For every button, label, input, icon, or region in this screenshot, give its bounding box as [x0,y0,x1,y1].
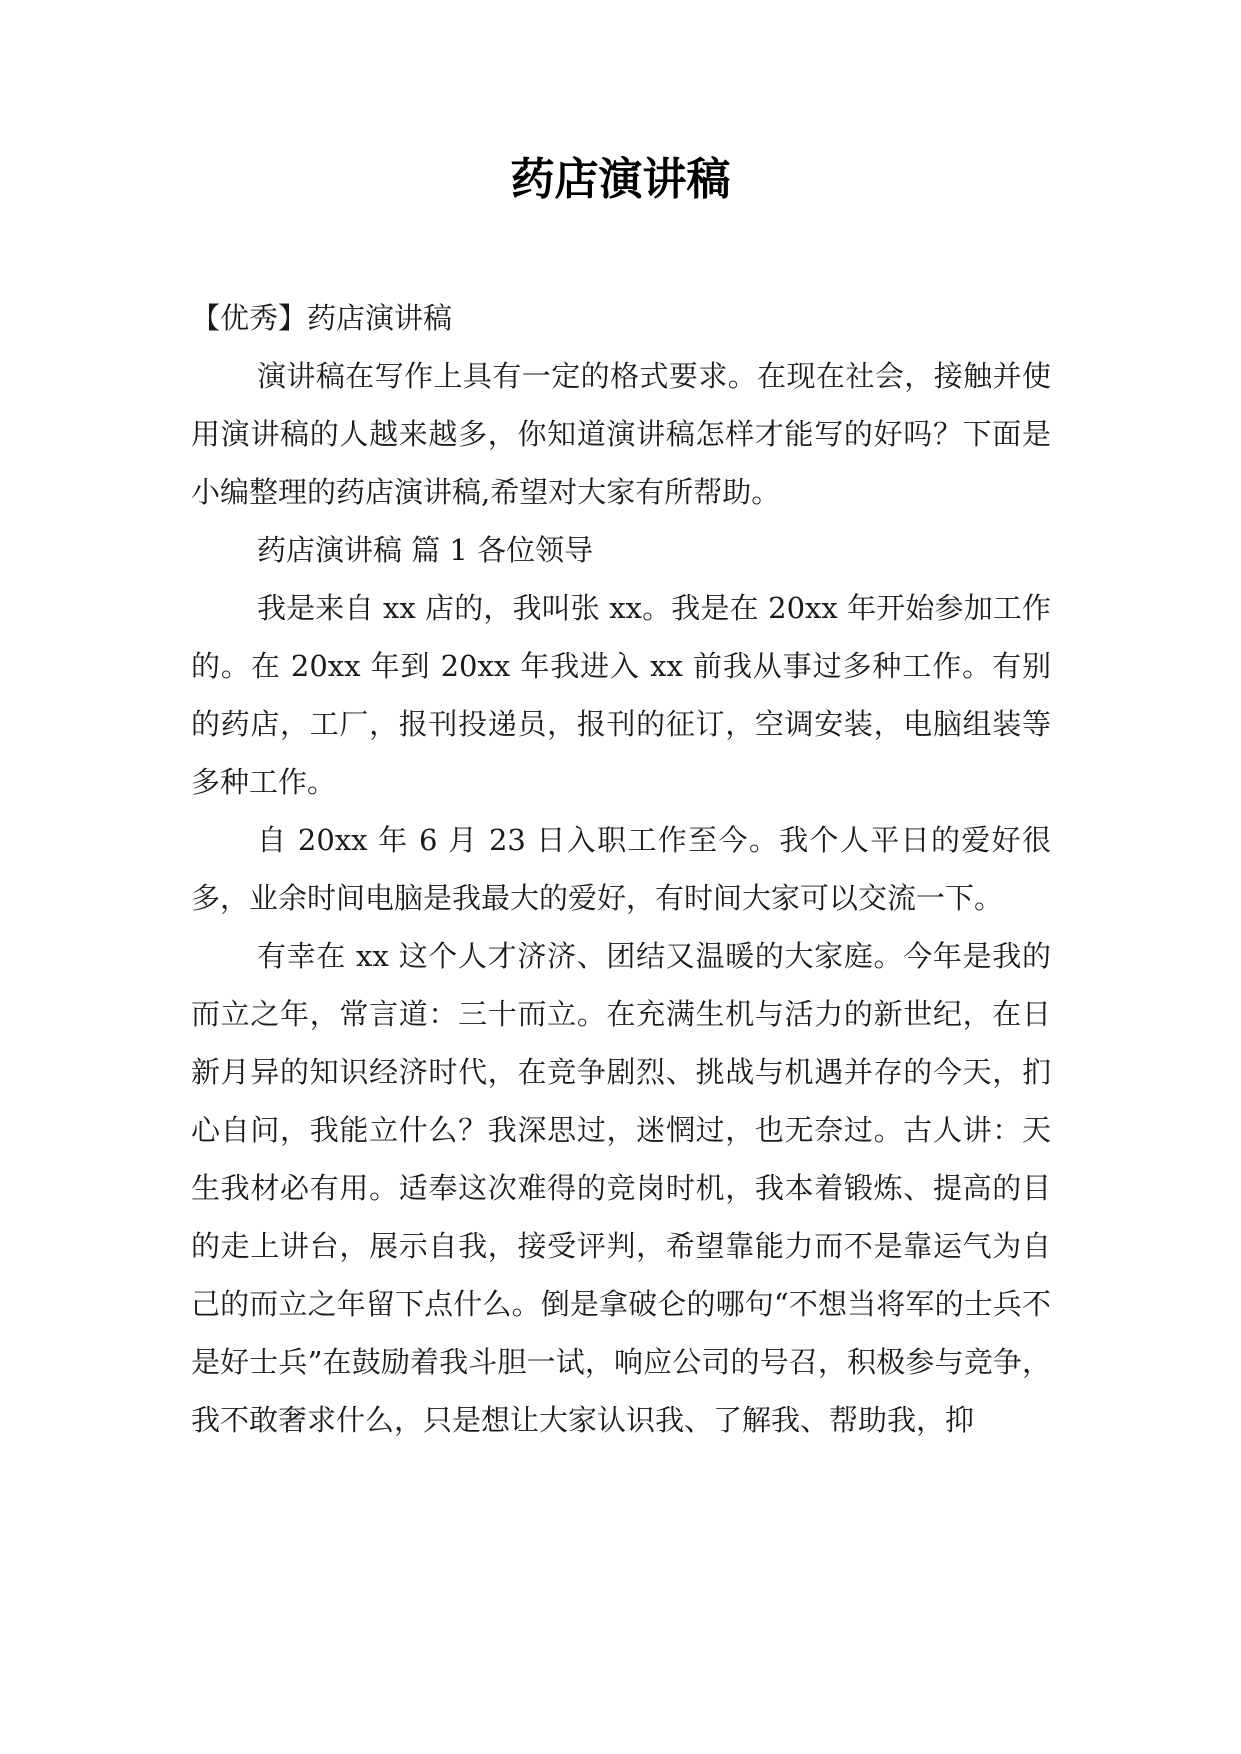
paragraph-intro: 演讲稿在写作上具有一定的格式要求。在现在社会，接触并使用演讲稿的人越来越多，你知道演讲稿怎样才能写的好吗？下面是小编整理的药店演讲稿,希望对大家有所帮助。 [191,359,1051,509]
document-title: 药店演讲稿 [510,154,731,205]
document-subtitle: 【优秀】药店演讲稿 [191,301,453,335]
document-body [191,289,1051,1449]
paragraph-heading: 药店演讲稿 篇 1 各位领导 [257,533,594,567]
paragraph-hobbies: 自 20xx 年 6 月 23 日入职工作至今。我个人平日的爱好很多，业余时间电脑是我最大的爱好，有时间大家可以交流一下。 [191,823,1051,915]
paragraph-motivation: 有幸在 xx 这个人才济济、团结又温暖的大家庭。今年是我的而立之年，常言道：三十而立。在充满生机与活力的新世纪，在日新月异的知识经济时代，在竞争剧烈、挑战与机遇并存的今天，扪心自问，我能立什么？我深思过，迷惘过，也无奈过。古人讲：天生我材必有用。适奉这次难得的竞岗时机，我本着锻炼、提高的目的走上讲台，展示自我，接受评判，希望靠能力而不是靠运气为自己的而立之年留下点什么。倒是拿破仑的哪句“不想当将军的士兵不是好士兵”在鼓励着我斗胆一试，响应公司的号召，积极参与竞争，我不敢奢求什么，只是想让大家认识我、了解我、帮助我，抑 [191,939,1051,1437]
paragraph-background: 我是来自 xx 店的，我叫张 xx。我是在 20xx 年开始参加工作的。在 20xx 年到 20xx 年我进入 xx 前我从事过多种工作。有别的药店，工厂，报刊投递员，报刊的征订，空调安装，电脑组装等多种工作。 [191,591,1051,799]
